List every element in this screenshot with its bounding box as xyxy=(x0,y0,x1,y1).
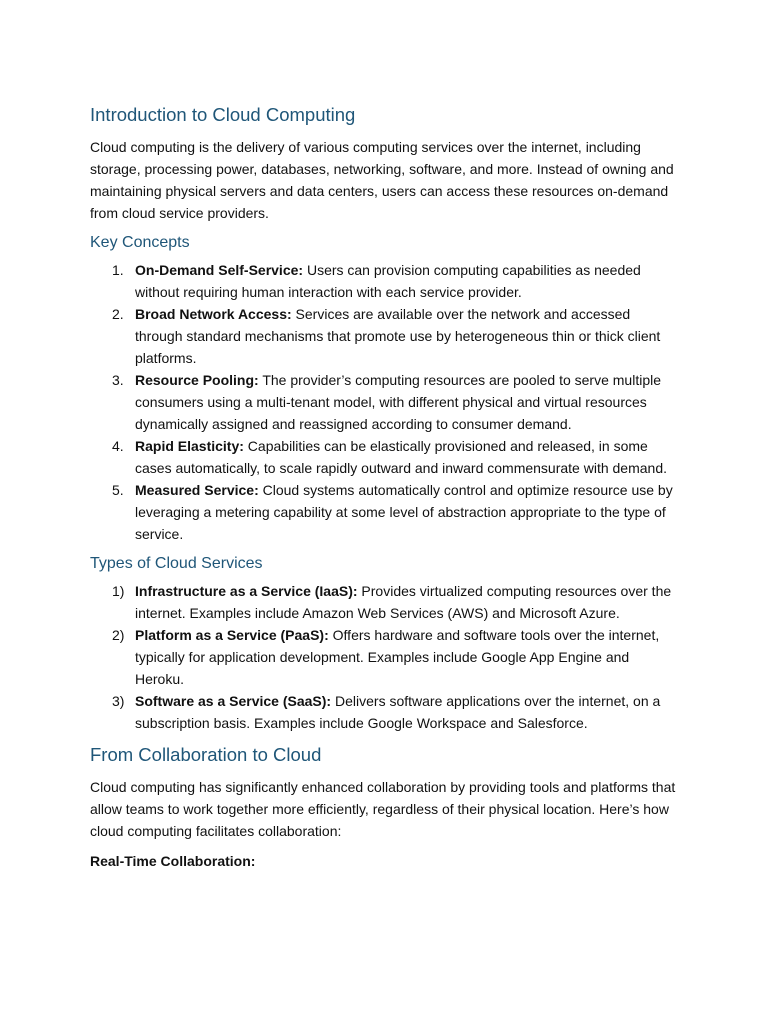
list-number: 3) xyxy=(112,693,125,709)
list-text: Offers hardware and software tools over the internet, typically for application development. Examples include Google App Engine and Heroku. xyxy=(135,627,660,687)
list-item xyxy=(90,580,680,624)
collaboration-heading: From Collaboration to Cloud xyxy=(90,744,322,765)
document-page xyxy=(90,102,680,880)
list-number: 3. xyxy=(112,372,124,388)
list-term: On-Demand Self-Service: xyxy=(135,262,304,278)
subheading-text: Real-Time Collaboration: xyxy=(90,853,256,869)
service-types-list xyxy=(90,580,680,734)
list-text: The provider’s computing resources are pooled to serve multiple consumers using a multi-tenant model, with different physical and virtual resources dynamically assigned and reassigned according to consumer demand. xyxy=(135,372,662,432)
list-term: Measured Service: xyxy=(135,482,259,498)
list-item xyxy=(90,303,680,369)
list-term: Software as a Service (SaaS): xyxy=(135,693,332,709)
list-item xyxy=(90,690,680,734)
list-text: Cloud systems automatically control and optimize resource use by leveraging a metering capability at some level of abstraction appropriate to the type of service. xyxy=(135,482,673,542)
list-text: Users can provision computing capabilities as needed without requiring human interaction with each service provider. xyxy=(135,262,641,300)
list-term: Platform as a Service (PaaS): xyxy=(135,627,329,643)
list-text: Services are available over the network and accessed through standard mechanisms that promote use by heterogeneous thin or thick client platforms. xyxy=(135,306,661,366)
list-item xyxy=(90,624,680,690)
list-item xyxy=(90,259,680,303)
service-types-heading: Types of Cloud Services xyxy=(90,555,263,572)
list-text: Provides virtualized computing resources over the internet. Examples include Amazon Web Services (AWS) and Microsoft Azure. xyxy=(135,583,672,621)
list-number: 4. xyxy=(112,438,124,454)
key-concepts-list xyxy=(90,259,680,545)
list-item xyxy=(90,435,680,479)
key-concepts-heading: Key Concepts xyxy=(90,234,190,251)
page-title: Introduction to Cloud Computing xyxy=(90,104,356,125)
list-item xyxy=(90,479,680,545)
list-term: Infrastructure as a Service (IaaS): xyxy=(135,583,358,599)
collaboration-paragraph: Cloud computing has significantly enhanced collaboration by providing tools and platforms that allow teams to work together more efficiently, regardless of their physical location. Here’s how cloud computing facilitates collaboration: xyxy=(90,779,676,839)
list-term: Rapid Elasticity: xyxy=(135,438,244,454)
list-text: Capabilities can be elastically provisioned and released, in some cases automatically, to scale rapidly outward and inward commensurate with demand. xyxy=(135,438,667,476)
list-text: Delivers software applications over the internet, on a subscription basis. Examples include Google Workspace and Salesforce. xyxy=(135,693,661,731)
list-term: Broad Network Access: xyxy=(135,306,292,322)
list-number: 1) xyxy=(112,583,125,599)
list-number: 5. xyxy=(112,482,124,498)
list-number: 1. xyxy=(112,262,124,278)
list-number: 2. xyxy=(112,306,124,322)
list-number: 2) xyxy=(112,627,125,643)
list-item xyxy=(90,369,680,435)
intro-paragraph: Cloud computing is the delivery of various computing services over the internet, including storage, processing power, databases, networking, software, and more. Instead of owning and maintaining physical servers and data centers, users can access these resources on-demand from cloud service providers. xyxy=(90,139,674,221)
list-term: Resource Pooling: xyxy=(135,372,259,388)
real-time-collaboration-subheading xyxy=(90,850,680,872)
